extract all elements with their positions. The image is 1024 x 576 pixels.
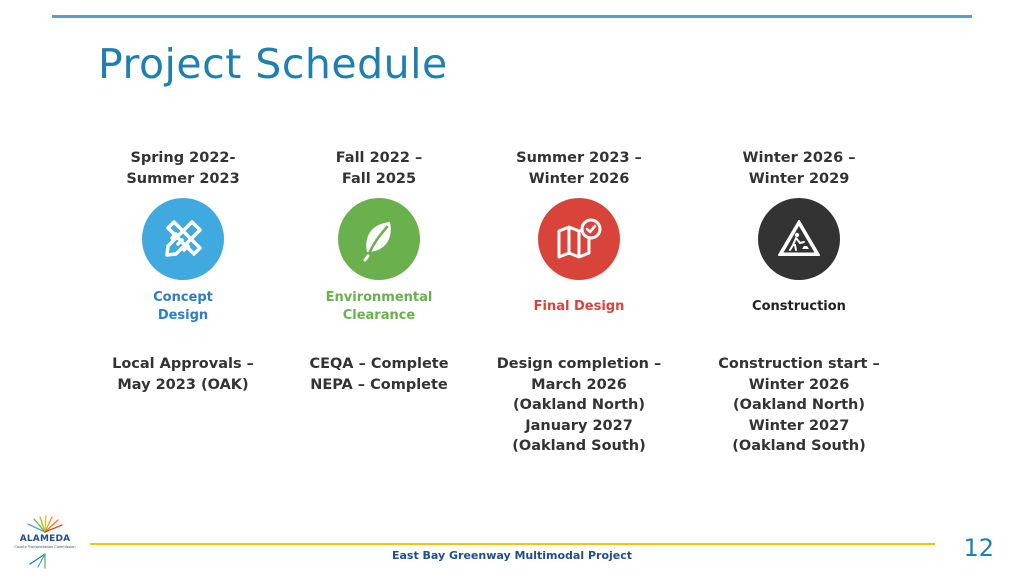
phase-environmental-clearance (284, 148, 474, 393)
bottom-rule (90, 543, 935, 545)
phase-name: Concept Design (153, 290, 213, 323)
phase-period: Winter 2026 – Winter 2029 (742, 150, 856, 187)
page-number: 12 (963, 534, 994, 562)
phase-details: CEQA – Complete NEPA – Complete (309, 356, 449, 393)
phase-name: Construction (752, 299, 846, 314)
phase-period: Spring 2022- Summer 2023 (126, 150, 240, 187)
slide-title: Project Schedule (98, 40, 448, 88)
phase-details: Design completion – March 2026 (Oakland North) January 2027 (Oakland South) (496, 356, 662, 454)
construction-sign-icon (758, 198, 840, 280)
top-rule (52, 15, 972, 18)
phase-final-design (484, 148, 674, 454)
phase-details: Construction start – Winter 2026 (Oakland North) Winter 2027 (Oakland South) (718, 356, 880, 454)
phase-period: Fall 2022 – Fall 2025 (335, 150, 423, 187)
phase-period: Summer 2023 – Winter 2026 (516, 150, 642, 187)
phase-concept-design (88, 148, 278, 393)
alameda-ctc-logo: ALAMEDA County Transportation Commission (14, 514, 76, 570)
footer-project-name: East Bay Greenway Multimodal Project (391, 549, 633, 562)
pencil-ruler-icon (142, 198, 224, 280)
phase-name: Final Design (533, 299, 625, 314)
phase-details: Local Approvals – May 2023 (OAK) (112, 356, 254, 393)
phase-name: Environmental Clearance (325, 290, 433, 323)
leaf-icon (338, 198, 420, 280)
map-check-icon (538, 198, 620, 280)
phase-construction (704, 148, 894, 454)
